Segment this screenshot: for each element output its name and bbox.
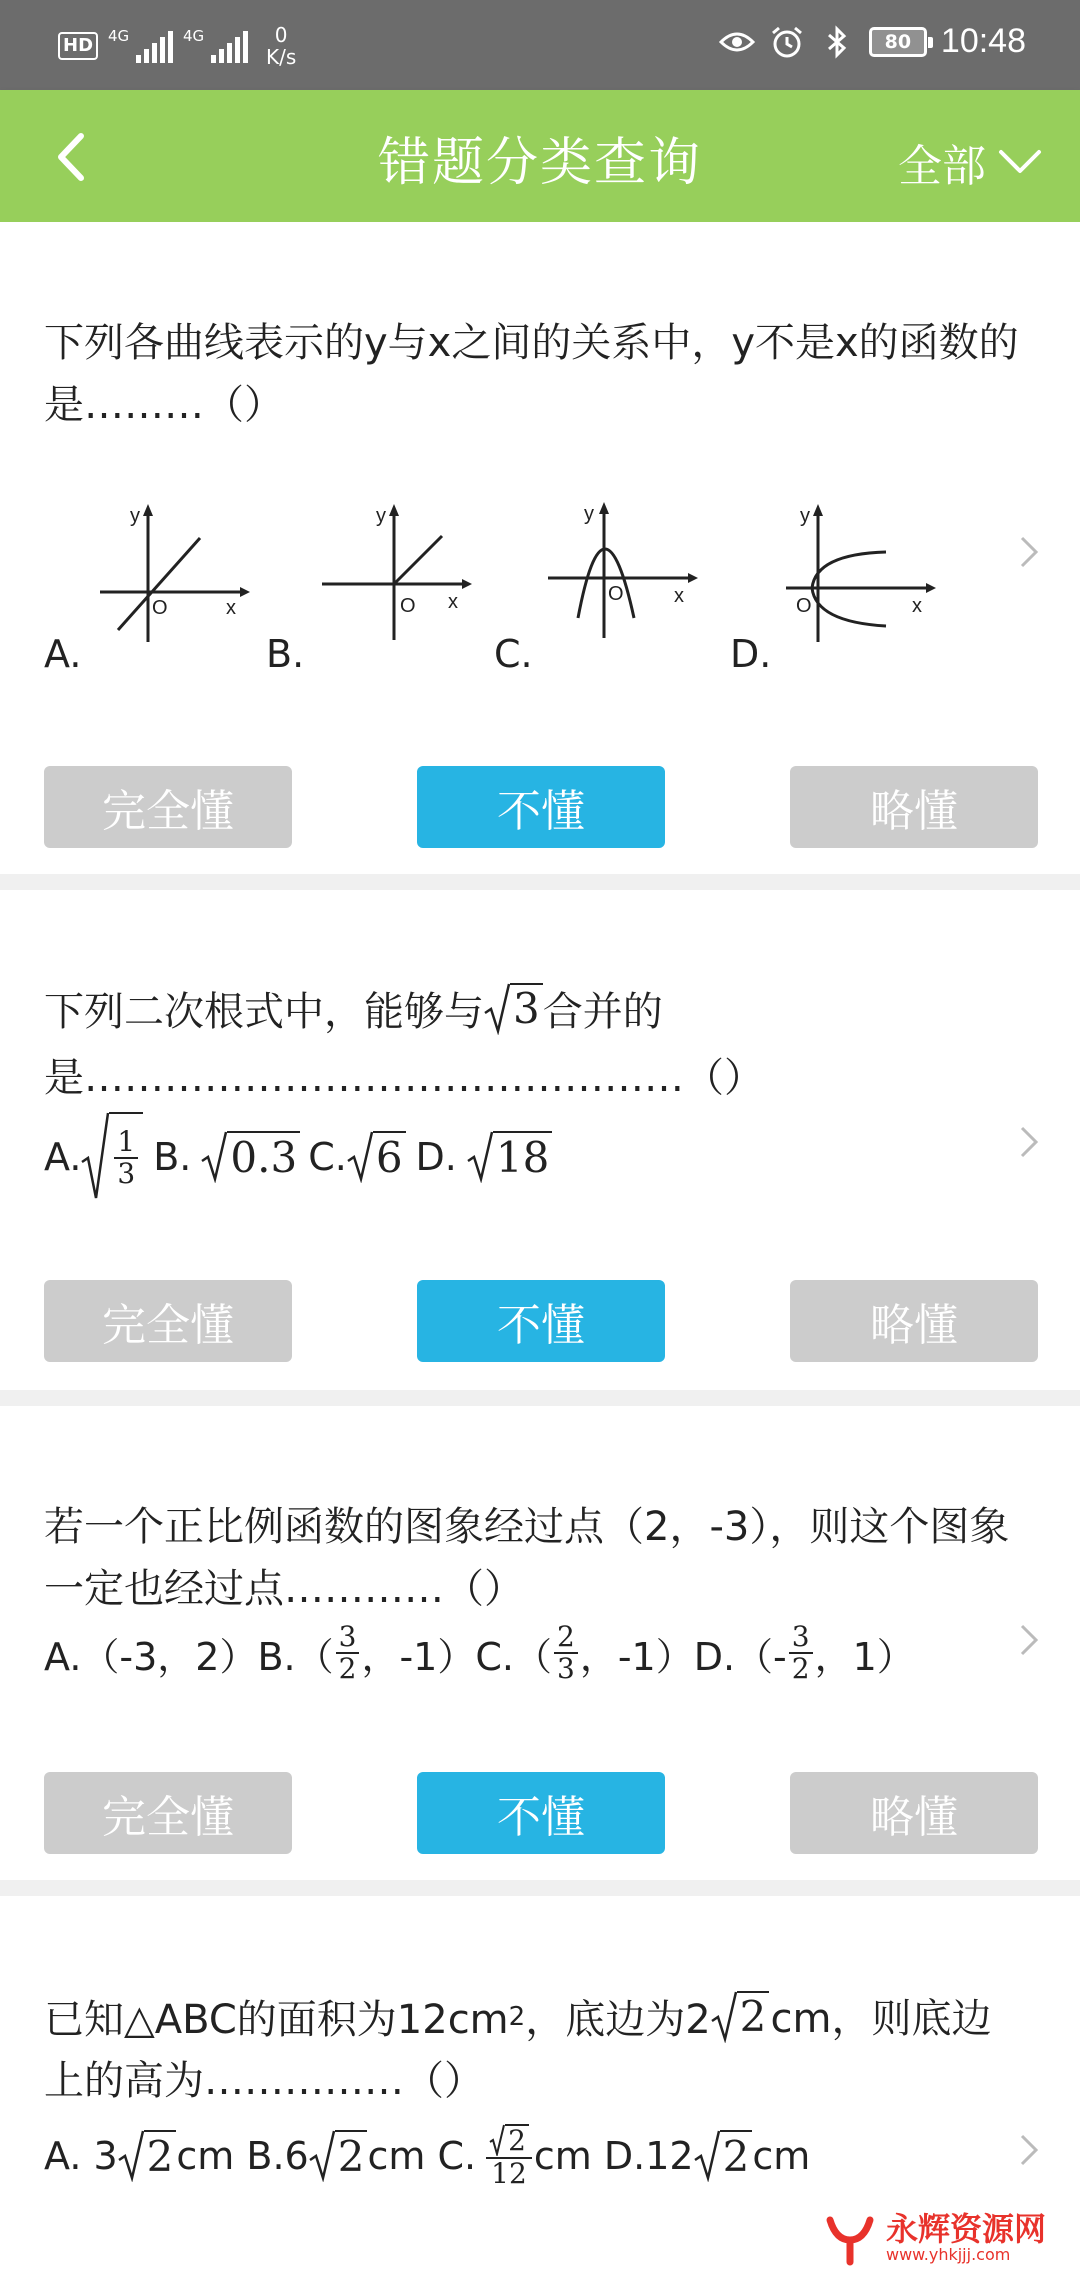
radicand: 2 — [737, 1991, 770, 2043]
option-b-label: B. — [153, 1135, 192, 1179]
option-a-label: A. — [44, 1135, 82, 1179]
sqrt-expression — [489, 2124, 529, 2157]
watermark-url: www.yhkjjj.com — [885, 2245, 1011, 2264]
understood-button[interactable]: 完全懂 — [44, 1772, 292, 1854]
radicand: 2 — [144, 2130, 177, 2182]
fraction — [486, 2124, 532, 2189]
question-text: cm，则底边上的高为……………（） — [44, 1996, 992, 2104]
option-c-prefix: C.（ — [475, 1634, 552, 1679]
chevron-right-icon[interactable] — [1014, 1620, 1044, 1660]
radicand: 2 — [335, 2130, 368, 2182]
question-text-line-2: 是………………………………………（） — [44, 1055, 764, 1101]
question-text: 已知△ABC的面积为12cm — [44, 1997, 509, 2043]
partly-understood-button[interactable]: 略懂 — [790, 1280, 1038, 1362]
fraction — [114, 1127, 138, 1189]
fraction — [789, 1622, 813, 1684]
signal-icon — [108, 29, 173, 63]
numerator: 3 — [336, 1622, 360, 1654]
radicand: 2 — [720, 2130, 753, 2182]
question-text-line-2 — [44, 1988, 1000, 2112]
numerator — [486, 2124, 532, 2159]
graph-b — [322, 502, 472, 642]
y-axis-label: y — [376, 505, 386, 527]
sqrt-expression — [484, 983, 543, 1035]
option-d-suffix: cm — [752, 2134, 811, 2179]
option-a: A.（-3，2） — [44, 1634, 258, 1679]
radicand: 0.3 — [227, 1131, 300, 1183]
y-axis-label: y — [130, 505, 140, 527]
origin-label: O — [796, 595, 812, 617]
speed-unit: K/s — [266, 45, 297, 69]
watermark — [816, 2206, 1052, 2270]
graph-a — [100, 502, 250, 642]
eye-icon — [719, 24, 755, 60]
question-card-3[interactable] — [0, 1406, 1080, 1880]
page-title: 错题分类查询 — [377, 133, 702, 193]
x-axis-label: x — [226, 597, 236, 619]
options-row — [44, 1112, 552, 1202]
question-text: ，底边为2 — [525, 1997, 711, 2043]
sqrt-expression — [467, 1131, 552, 1183]
option-d-label: D. — [415, 1135, 457, 1179]
radicand: 2 — [505, 2124, 529, 2157]
question-text-line-1 — [44, 980, 663, 1037]
options-row — [44, 2124, 810, 2189]
chevron-right-icon[interactable] — [1014, 2130, 1044, 2170]
origin-label: O — [608, 583, 624, 605]
question-card-1[interactable] — [0, 222, 1080, 874]
partly-understood-button[interactable]: 略懂 — [790, 1772, 1038, 1854]
question-text: 下列各曲线表示的y与x之间的关系中，y不是x的函数的是………（） — [44, 320, 1019, 428]
denominator: 2 — [791, 1652, 810, 1685]
x-axis-label: x — [912, 595, 922, 617]
not-understood-button[interactable]: 不懂 — [417, 1280, 665, 1362]
denominator: 3 — [117, 1157, 136, 1190]
numerator: 1 — [114, 1127, 138, 1159]
network-type-label: 4G — [108, 27, 130, 45]
card-divider — [0, 1880, 1080, 1896]
sqrt-expression — [201, 1131, 300, 1183]
radicand: 6 — [373, 1131, 406, 1183]
option-d-label: D. — [730, 632, 772, 676]
x-axis-label: x — [674, 585, 684, 607]
y-axis-label: y — [584, 503, 594, 525]
sqrt-expression — [118, 2130, 177, 2182]
card-divider — [0, 1390, 1080, 1406]
clock: 10:48 — [940, 22, 1026, 60]
signal-icon-2 — [183, 29, 248, 63]
alarm-icon — [769, 24, 805, 60]
option-c-label: C. — [308, 1135, 347, 1179]
filter-label: 全部 — [898, 141, 986, 192]
understood-button[interactable]: 完全懂 — [44, 766, 292, 848]
speed-value: 0 — [274, 23, 288, 47]
watermark-logo-icon — [822, 2210, 878, 2266]
option-a-prefix: A. 3 — [44, 2134, 118, 2179]
numerator: 2 — [554, 1622, 578, 1654]
options-row — [44, 1622, 915, 1684]
chevron-down-icon — [998, 148, 1042, 176]
sqrt-expression — [347, 1131, 406, 1183]
graph-d — [786, 502, 936, 642]
superscript: 2 — [508, 2001, 526, 2032]
understood-button[interactable]: 完全懂 — [44, 1280, 292, 1362]
status-bar — [0, 0, 1080, 90]
denominator: 3 — [556, 1652, 575, 1685]
not-understood-button[interactable]: 不懂 — [417, 766, 665, 848]
y-axis-label: y — [800, 505, 810, 527]
denominator: 12 — [491, 2156, 527, 2190]
partly-understood-button[interactable]: 略懂 — [790, 766, 1038, 848]
bluetooth-icon — [819, 24, 855, 60]
fraction — [554, 1622, 578, 1684]
hd-indicator: HD — [58, 32, 98, 60]
question-card-2[interactable] — [0, 890, 1080, 1390]
option-b-label: B. — [266, 632, 305, 676]
filter-dropdown[interactable] — [898, 130, 1042, 194]
option-a-label: A. — [44, 632, 82, 676]
option-b-prefix: cm B.6 — [176, 2134, 309, 2179]
fraction — [336, 1622, 360, 1684]
radicand — [109, 1112, 143, 1202]
radicand: 3 — [510, 983, 543, 1035]
not-understood-button[interactable]: 不懂 — [417, 1772, 665, 1854]
denominator: 2 — [338, 1652, 357, 1685]
question-text: 下列二次根式中，能够与 — [44, 989, 484, 1035]
option-c-suffix: ，-1） — [579, 1634, 694, 1679]
question-text: 若一个正比例函数的图象经过点（2，-3），则这个图象一定也经过点…………（） — [44, 1504, 1010, 1612]
sqrt-expression — [309, 2130, 368, 2182]
origin-label: O — [152, 597, 168, 619]
option-c-prefix: cm C. — [367, 2134, 477, 2179]
question-text-end: 合并的 — [542, 989, 663, 1035]
network-speed — [266, 24, 296, 68]
app-header — [0, 90, 1080, 222]
x-axis-label: x — [448, 591, 458, 613]
option-c-label: C. — [494, 632, 533, 676]
watermark-name: 永辉资源网 — [885, 2210, 1046, 2248]
chevron-right-icon[interactable] — [1014, 532, 1044, 572]
option-d-suffix: ，1） — [814, 1634, 915, 1679]
sqrt-expression — [694, 2130, 753, 2182]
radicand: 18 — [493, 1131, 552, 1183]
card-divider — [0, 874, 1080, 890]
network-type-label-2: 4G — [183, 27, 205, 45]
origin-label: O — [400, 595, 416, 617]
option-d-prefix: D.（- — [693, 1634, 787, 1679]
battery-icon: 80 — [869, 27, 927, 57]
chevron-right-icon[interactable] — [1014, 1122, 1044, 1162]
option-b-suffix: ，-1） — [361, 1634, 476, 1679]
graph-c — [548, 500, 698, 640]
numerator: 3 — [789, 1622, 813, 1654]
option-d-prefix: cm D.12 — [533, 2134, 694, 2179]
option-b-prefix: B.（ — [257, 1634, 334, 1679]
sqrt-expression — [81, 1112, 143, 1202]
